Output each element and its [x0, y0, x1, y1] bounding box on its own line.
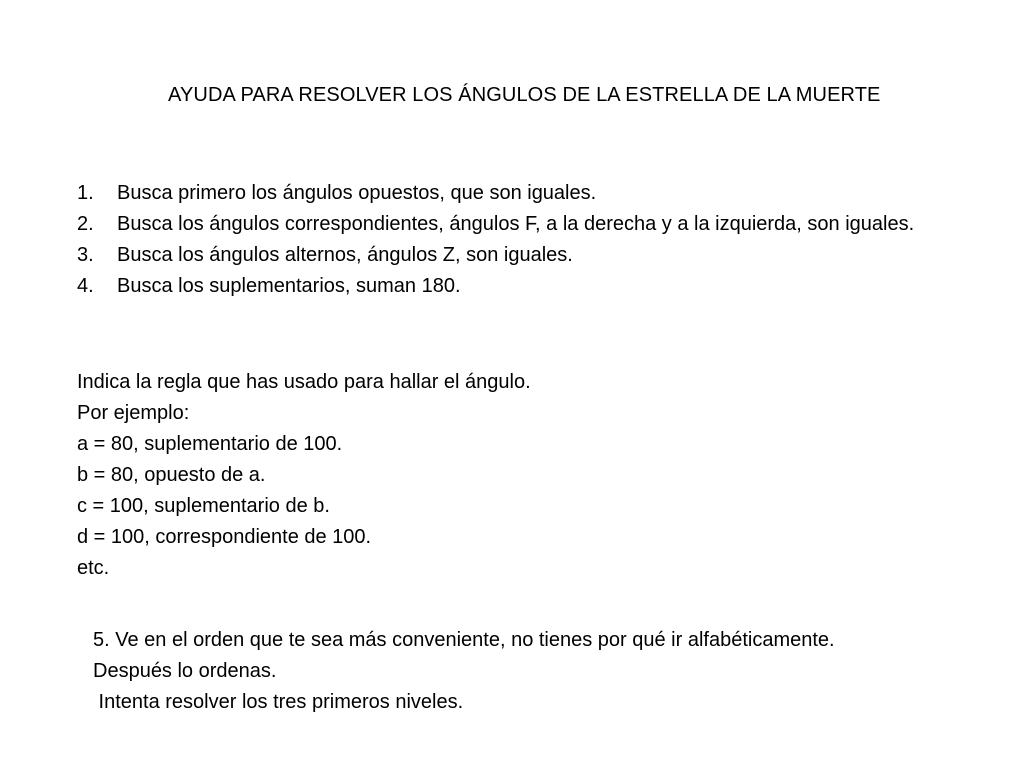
list-item-number: 2. [77, 213, 94, 235]
list-item-text: Busca los ángulos correspondientes, ángulos F, a la derecha y a la izquierda, son iguales. [117, 213, 915, 235]
final-note-line: 5. Ve en el orden que te sea más conveniente, no tienes por qué ir alfabéticamente. [93, 629, 835, 651]
list-item-text: Busca primero los ángulos opuestos, que son iguales. [117, 182, 597, 204]
list-item [77, 240, 1024, 271]
explanation-line: d = 100, correspondiente de 100. [77, 526, 372, 548]
steps-list [77, 178, 1024, 302]
list-item-text: Busca los suplementarios, suman 180. [117, 275, 461, 297]
final-notes-block [93, 625, 835, 718]
final-note-line: Intenta resolver los tres primeros niveles. [93, 691, 464, 713]
explanation-line: b = 80, opuesto de a. [77, 464, 266, 486]
explanation-line: c = 100, suplementario de b. [77, 495, 330, 517]
list-item [77, 178, 1024, 209]
explanation-block [77, 367, 531, 584]
list-item-number: 1. [77, 182, 94, 204]
explanation-line: a = 80, suplementario de 100. [77, 433, 343, 455]
list-item-text: Busca los ángulos alternos, ángulos Z, son iguales. [117, 244, 573, 266]
page-title: AYUDA PARA RESOLVER LOS ÁNGULOS DE LA ESTRELLA DE LA MUERTE [168, 84, 881, 106]
explanation-line: Indica la regla que has usado para hallar el ángulo. [77, 371, 531, 393]
list-item-number: 3. [77, 244, 94, 266]
explanation-line: Por ejemplo: [77, 402, 190, 424]
list-item-number: 4. [77, 275, 94, 297]
final-note-line: Después lo ordenas. [93, 660, 277, 682]
list-item [77, 271, 1024, 302]
explanation-line: etc. [77, 557, 110, 579]
list-item [77, 209, 1024, 240]
